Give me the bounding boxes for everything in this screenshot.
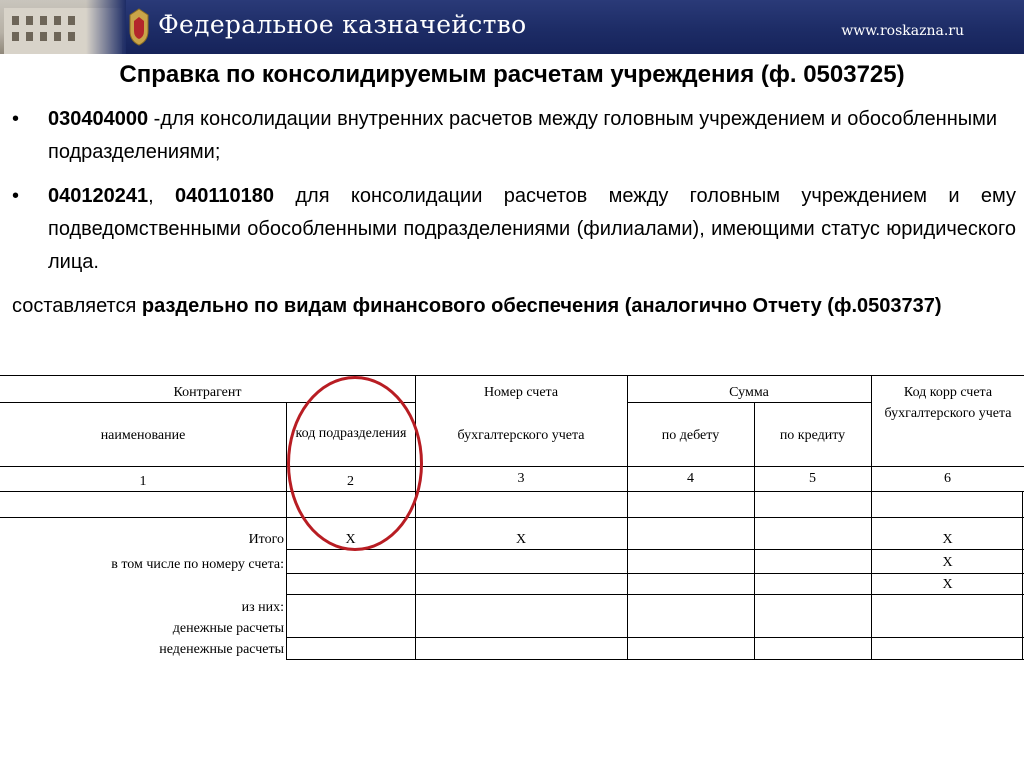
separator: , bbox=[148, 185, 176, 207]
account-code: 040120241 bbox=[48, 185, 149, 207]
header-corr-code: Код корр счета бухгалтерского учета bbox=[884, 385, 1012, 421]
note-bold: раздельно по видам финансового обеспечения (аналогично Отчету (ф.0503737) bbox=[141, 295, 942, 317]
header-sum: Сумма bbox=[729, 385, 769, 400]
row-label-cash: денежные расчеты bbox=[172, 621, 284, 636]
bullet-item-1 bbox=[12, 103, 1016, 169]
column-number: 4 bbox=[687, 471, 694, 486]
row-label-non-cash: неденежные расчеты bbox=[159, 642, 284, 657]
bullet-text: для консолидации расчетов между головным учреждением и ему подведомственными обособленными подразделениями (филиалами), имеющими статус юридического лица. bbox=[48, 185, 1016, 273]
form-table bbox=[0, 375, 1024, 660]
page-title: Справка по консолидируемым расчетам учреждения (ф. 0503725) bbox=[119, 61, 905, 88]
header-debit: по дебету bbox=[661, 428, 720, 443]
x-mark: Х bbox=[515, 532, 527, 547]
bullet-dot: • bbox=[12, 108, 20, 130]
header-name: наименование bbox=[100, 428, 186, 443]
header-banner bbox=[0, 0, 1024, 54]
account-code: 030404000 bbox=[48, 108, 149, 130]
x-mark: Х bbox=[942, 577, 953, 592]
column-number: 5 bbox=[809, 471, 816, 486]
x-mark: Х bbox=[942, 555, 953, 570]
header-counterparty: Контрагент bbox=[173, 385, 242, 400]
row-label-including: в том числе по номеру счета: bbox=[111, 557, 284, 572]
column-number: 3 bbox=[517, 471, 525, 486]
note-paragraph bbox=[12, 288, 1016, 324]
account-code: 040110180 bbox=[175, 185, 275, 207]
column-number: 1 bbox=[139, 474, 147, 489]
bullet-dot: • bbox=[12, 185, 20, 207]
x-mark: Х bbox=[942, 532, 953, 547]
column-number: 6 bbox=[944, 471, 951, 486]
row-label-total: Итого bbox=[248, 532, 284, 547]
header-credit: по кредиту bbox=[779, 428, 846, 443]
column-number: 2 bbox=[347, 474, 354, 489]
website-url[interactable]: www.roskazna.ru bbox=[841, 23, 964, 39]
x-mark: Х bbox=[345, 532, 356, 547]
header-account-number: Номер счета bbox=[483, 385, 559, 400]
note-prefix: составляется bbox=[12, 295, 142, 317]
row-label-of-which: из них: bbox=[241, 600, 284, 615]
building-photo bbox=[0, 0, 126, 54]
header-subdivision-code: код подразделения bbox=[295, 426, 407, 441]
header-account-number-sub: бухгалтерского учета bbox=[457, 428, 585, 443]
bullet-text: -для консолидации внутренних расчетов между головным учреждением и обособленными подразделениями; bbox=[48, 108, 998, 163]
highlight-circle bbox=[287, 376, 423, 551]
organization-title: Федеральное казначейство bbox=[158, 10, 527, 39]
emblem-icon bbox=[128, 7, 150, 47]
bullet-item-2 bbox=[12, 180, 1016, 279]
